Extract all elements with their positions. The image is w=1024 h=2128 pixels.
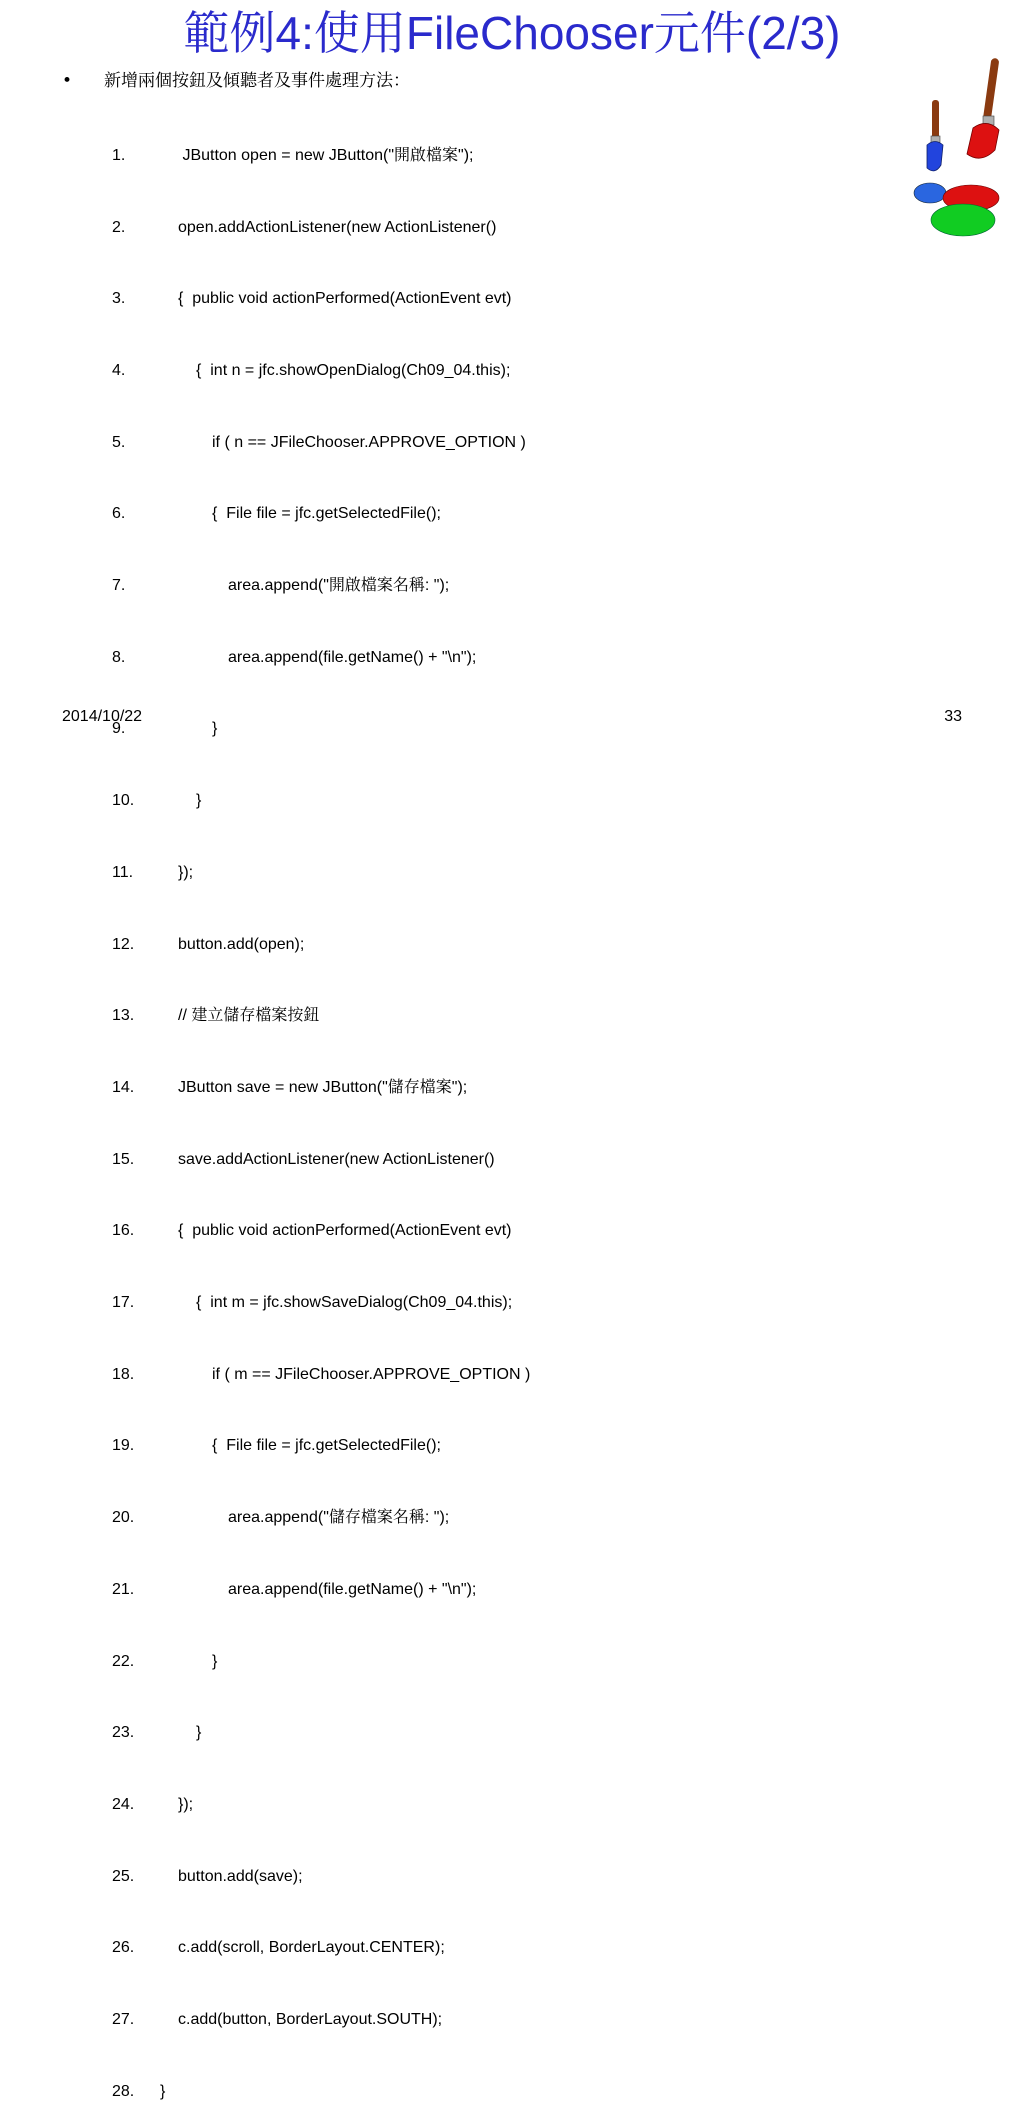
code-text: } [212,720,218,738]
code-line [112,646,477,670]
code-text: } [196,792,202,810]
code-line [112,2008,443,2032]
line-number: 2. [112,218,126,236]
code-line [112,1219,512,1243]
code-text: button.add(save); [178,1867,303,1885]
code-text: JButton save = new JButton("儲存檔案"); [178,1078,468,1096]
code-line [112,359,511,383]
bullet-item [62,69,410,93]
code-line [112,216,497,240]
code-line [112,1004,320,1028]
line-number: 11. [112,863,134,881]
line-number: 14. [112,1078,135,1096]
code-text: { File file = jfc.getSelectedFile(); [212,1437,441,1455]
line-number: 7. [112,577,126,595]
code-text: area.append(file.getName() + "\n"); [228,1580,477,1598]
line-number: 24. [112,1795,135,1813]
code-line [112,1865,303,1889]
code-text: save.addActionListener(new ActionListener() [178,1150,495,1168]
line-number: 19. [112,1437,135,1455]
code-text: } [196,1724,202,1742]
code-line [112,1148,495,1172]
code-line [112,1936,445,1960]
code-text: } [160,2082,166,2100]
code-line [112,431,526,455]
code-text: c.add(scroll, BorderLayout.CENTER); [178,1939,445,1957]
line-number: 10. [112,792,135,810]
line-number: 13. [112,1007,135,1025]
code-line [112,144,474,168]
code-text: area.append("儲存檔案名稱: "); [228,1509,450,1527]
code-line [112,502,441,526]
code-text: { public void actionPerformed(ActionEvent evt) [178,290,512,308]
code-line [112,1650,218,1674]
line-number: 28. [112,2082,135,2100]
code-text: c.add(button, BorderLayout.SOUTH); [178,2011,443,2029]
code-text: button.add(open); [178,935,305,953]
code-text: { int n = jfc.showOpenDialog(Ch09_04.this); [196,361,511,379]
code-text: open.addActionListener(new ActionListener() [178,218,497,236]
code-line [112,789,202,813]
code-line [112,1076,468,1100]
code-text: JButton open = new JButton("開啟檔案"); [178,146,474,164]
red-brush [967,58,999,158]
code-line [112,1578,477,1602]
code-line [112,1721,202,1745]
code-line [112,287,512,311]
code-line [112,1434,441,1458]
code-line [112,1506,450,1530]
line-number: 8. [112,648,126,666]
line-number: 3. [112,290,126,308]
line-number: 1. [112,146,126,164]
code-line [112,933,305,957]
line-number: 9. [112,720,126,738]
code-line [112,574,450,598]
line-number: 12. [112,935,135,953]
bullet-dot: • [62,71,73,91]
code-line [112,861,194,885]
line-number: 16. [112,1222,135,1240]
line-number: 5. [112,433,126,451]
code-text: if ( n == JFileChooser.APPROVE_OPTION ) [212,433,526,451]
line-number: 4. [112,361,126,379]
code-listing [112,96,531,2128]
slide-title: 範例4:使用FileChooser元件(2/3) [183,7,841,59]
code-text: }); [178,863,194,881]
code-line [112,2080,166,2104]
code-line [112,1793,194,1817]
line-number: 21. [112,1580,135,1598]
footer-date: 2014/10/22 [62,708,143,725]
bullet-text: 新增兩個按鈕及傾聽者及事件處理方法： [104,71,410,91]
line-number: 6. [112,505,126,523]
code-line [112,1291,513,1315]
code-text: area.append("開啟檔案名稱: "); [228,577,450,595]
line-number: 25. [112,1867,135,1885]
code-text: area.append(file.getName() + "\n"); [228,648,477,666]
code-text: if ( m == JFileChooser.APPROVE_OPTION ) [212,1365,531,1383]
blue-paint-blob [914,183,946,203]
page-number: 33 [944,708,962,725]
line-number: 26. [112,1939,135,1957]
paintbrushes-icon [905,50,1015,250]
code-text: }); [178,1795,194,1813]
code-text: { public void actionPerformed(ActionEvent evt) [178,1222,512,1240]
line-number: 18. [112,1365,135,1383]
line-number: 23. [112,1724,135,1742]
green-paint-blob [931,204,995,236]
code-text: // 建立儲存檔案按鈕 [178,1007,320,1025]
line-number: 27. [112,2011,135,2029]
blue-brush [927,100,943,171]
line-number: 20. [112,1509,135,1527]
line-number: 15. [112,1150,135,1168]
code-text: { File file = jfc.getSelectedFile(); [212,505,441,523]
code-text: } [212,1652,218,1670]
code-line [112,1363,531,1387]
code-text: { int m = jfc.showSaveDialog(Ch09_04.this); [196,1294,513,1312]
line-number: 17. [112,1294,135,1312]
line-number: 22. [112,1652,135,1670]
